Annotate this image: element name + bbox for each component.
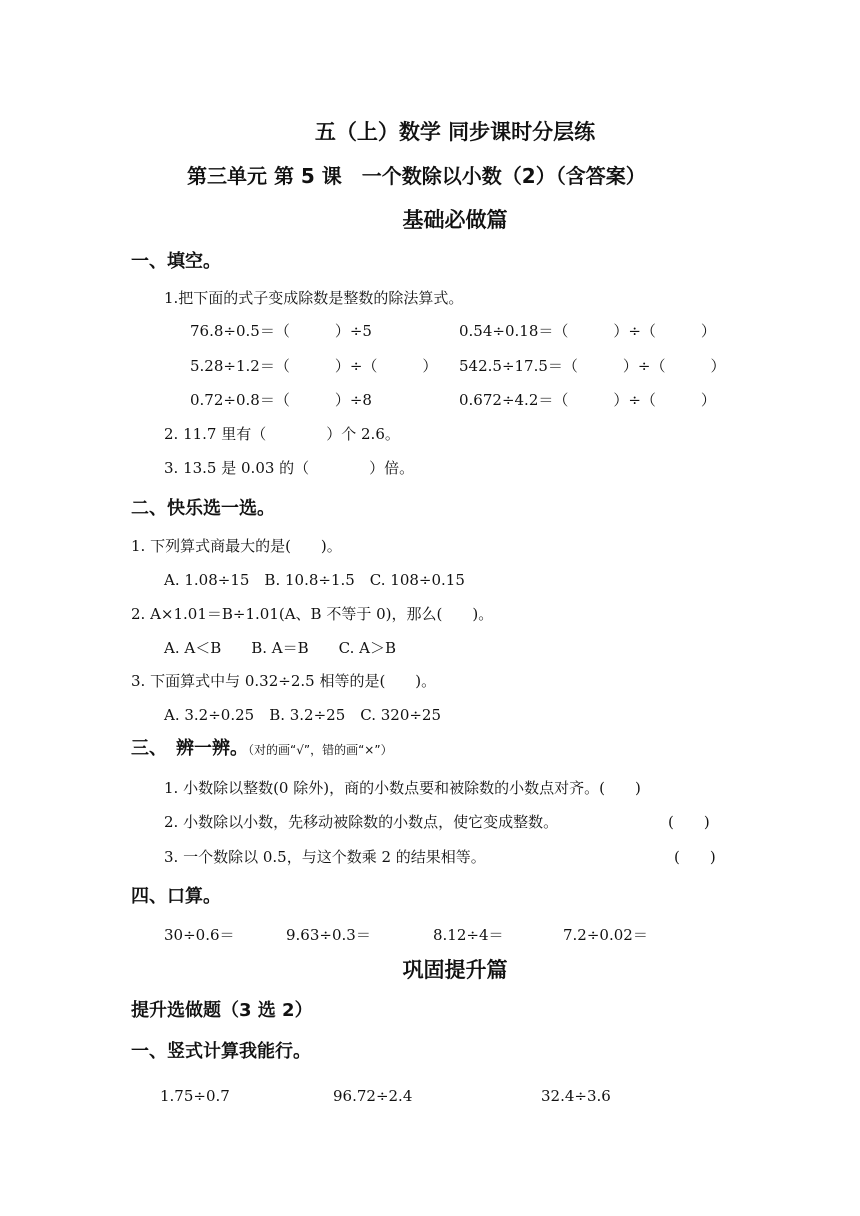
fill-item: 76.8÷0.5＝（ ）÷5 [190, 322, 372, 340]
fill-item: 542.5÷17.5＝（ ）÷（ ） [459, 357, 726, 375]
question-1-2: 2. 11.7 里有（ ）个 2.6。 [164, 425, 400, 443]
judge-note: （对的画“√”，错的画“×”） [248, 743, 393, 757]
question-1-3: 3. 13.5 是 0.03 的（ ）倍。 [164, 459, 415, 477]
judge-item-3-blank: ( ) [674, 848, 716, 866]
select-note: 提升选做题（3 选 2） [131, 1000, 313, 1021]
options-2-1: A. 1.08÷15 B. 10.8÷1.5 C. 108÷0.15 [164, 571, 465, 589]
section-heading-judge [131, 734, 393, 760]
options-2-3: A. 3.2÷0.25 B. 3.2÷25 C. 320÷25 [164, 706, 442, 724]
vertical-calc-item: 96.72÷2.4 [333, 1087, 413, 1105]
question-1-1: 1.把下面的式子变成除数是整数的除法算式。 [164, 289, 464, 307]
vertical-calc-item: 32.4÷3.6 [541, 1087, 611, 1105]
fill-item: 0.672÷4.2＝（ ）÷（ ） [459, 391, 716, 409]
section-heading-vertical: 一、竖式计算我能行。 [131, 1041, 311, 1062]
page-title: 五（上）数学 同步课时分层练 [314, 120, 596, 144]
section-heading-fill: 一、填空。 [131, 251, 221, 272]
judge-item-1: 1. 小数除以整数(0 除外)，商的小数点要和被除数的小数点对齐。( ) [164, 779, 641, 797]
fill-item: 5.28÷1.2＝（ ）÷（ ） [190, 357, 438, 375]
page-subtitle: 第三单元 第 5 课 一个数除以小数（2）（含答案） [187, 164, 646, 188]
fill-item: 0.54÷0.18＝（ ）÷（ ） [459, 322, 716, 340]
section-heading-mental: 四、口算。 [131, 886, 221, 907]
mental-item: 8.12÷4＝ [433, 926, 504, 944]
part-title-basic: 基础必做篇 [402, 208, 508, 232]
mental-item: 30÷0.6＝ [164, 926, 235, 944]
mental-item: 9.63÷0.3＝ [286, 926, 371, 944]
section-heading-judge-text: 三、 辨一辨。 [131, 738, 248, 759]
vertical-calc-item: 1.75÷0.7 [160, 1087, 230, 1105]
part-title-advanced: 巩固提升篇 [402, 958, 508, 982]
section-heading-choice: 二、快乐选一选。 [131, 498, 275, 519]
question-2-2: 2. A×1.01＝B÷1.01(A、B 不等于 0)，那么( )。 [131, 605, 494, 623]
question-2-1: 1. 下列算式商最大的是( )。 [131, 537, 342, 555]
mental-item: 7.2÷0.02＝ [563, 926, 648, 944]
options-2-2: A. A＜B B. A＝B C. A＞B [164, 639, 396, 657]
judge-item-3: 3. 一个数除以 0.5，与这个数乘 2 的结果相等。 [164, 848, 486, 866]
judge-item-2-blank: ( ) [668, 813, 710, 831]
fill-item: 0.72÷0.8＝（ ）÷8 [190, 391, 372, 409]
question-2-3: 3. 下面算式中与 0.32÷2.5 相等的是( )。 [131, 672, 437, 690]
judge-item-2: 2. 小数除以小数，先移动被除数的小数点，使它变成整数。 [164, 813, 559, 831]
